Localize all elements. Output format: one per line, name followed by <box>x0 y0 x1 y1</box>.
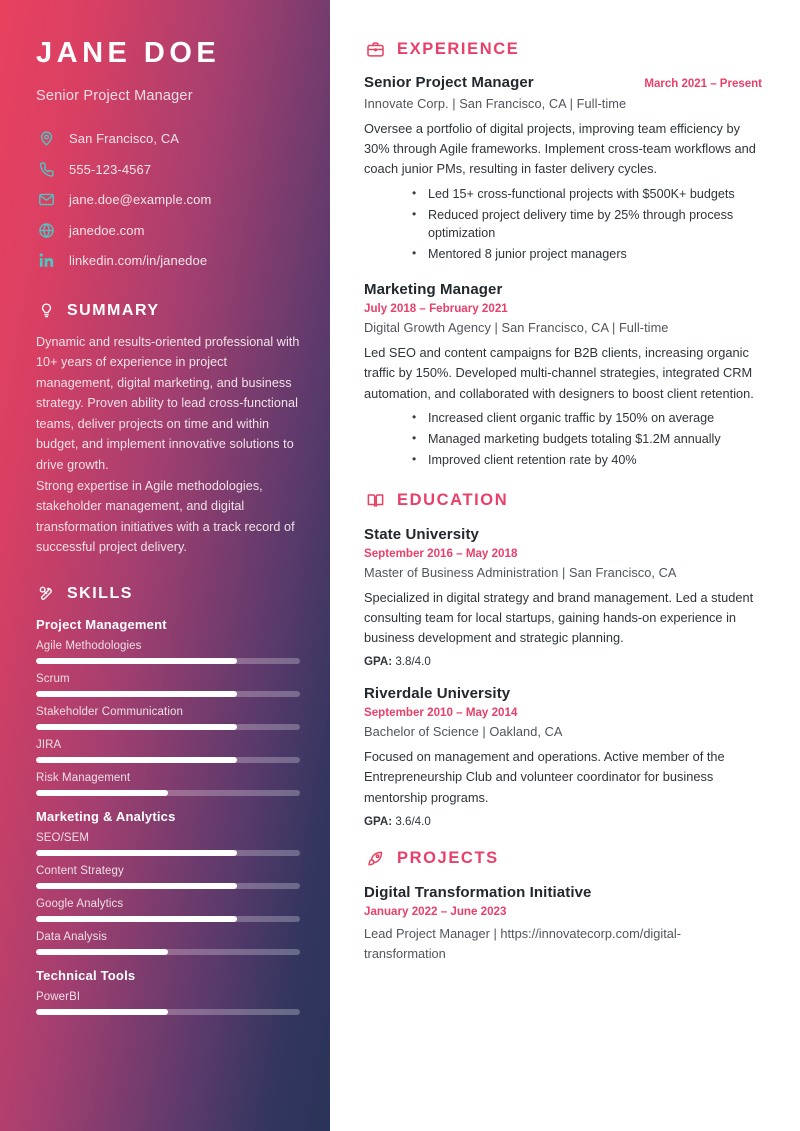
skill-label: PowerBI <box>36 990 81 1003</box>
entry-title-row <box>364 74 762 91</box>
phone-icon <box>36 159 56 179</box>
skill-group-title: Project Management <box>36 616 167 632</box>
skill-level-bar <box>36 850 300 856</box>
entry-bullet: • Improved client retention rate by 40% <box>412 451 762 470</box>
entry-meta: Digital Growth Agency | San Francisco, CA | Full-time <box>364 320 669 336</box>
skills-body <box>36 617 300 1015</box>
contact-text: linkedin.com/in/janedoe <box>69 253 208 269</box>
skill-level-bar <box>36 658 300 664</box>
location-pin-icon <box>36 129 56 149</box>
projects-section-header <box>364 848 762 870</box>
entry-meta: Master of Business Administration | San Francisco, CA <box>364 564 677 580</box>
skill-item <box>36 898 300 922</box>
gpa-value: 3.6/4.0 <box>392 814 431 828</box>
experience-section <box>364 38 762 470</box>
candidate-name: JANE DOE <box>36 37 221 69</box>
entry-bullet: • Led 15+ cross-functional projects with $500K+ budgets <box>412 185 762 204</box>
skill-level-fill <box>36 757 237 763</box>
entry-title-row <box>364 884 762 901</box>
entry-title-row <box>364 526 762 543</box>
contact-list <box>36 129 300 271</box>
summary-body <box>36 332 300 558</box>
skill-label: Scrum <box>36 672 70 685</box>
skill-level-fill <box>36 790 168 796</box>
projects-entries <box>364 884 762 964</box>
entry-bullet: • Managed marketing budgets totaling $1.2M annually <box>412 430 762 449</box>
skill-level-fill <box>36 658 237 664</box>
sidebar <box>0 0 330 1131</box>
contact-text: 555-123-4567 <box>69 161 152 177</box>
skill-level-fill <box>36 949 168 955</box>
contact-text: San Francisco, CA <box>69 131 180 147</box>
entry-description: Oversee a portfolio of digital projects, improving team efficiency by 30% through Agile frameworks. Implement cross-team workflows and coach junior PMs, resulting in faster delivery cycles. <box>364 121 756 177</box>
entry-meta: Innovate Corp. | San Francisco, CA | Full-time <box>364 96 627 111</box>
skill-level-fill <box>36 691 237 697</box>
skill-item <box>36 640 300 664</box>
skill-label: SEO/SEM <box>36 831 90 844</box>
gpa-value: 3.8/4.0 <box>392 655 431 669</box>
skill-label: Stakeholder Communication <box>36 705 183 718</box>
gpa-label: GPA: <box>364 655 393 669</box>
skill-group-title: Technical Tools <box>36 967 136 983</box>
project-entry <box>364 884 762 964</box>
skill-level-bar <box>36 949 300 955</box>
skill-level-bar <box>36 790 300 796</box>
entry-date: January 2022 – June 2023 <box>364 904 507 918</box>
projects-section <box>364 848 762 964</box>
entry-title: Marketing Manager <box>364 281 503 299</box>
education-entry <box>364 685 762 828</box>
entry-meta: Bachelor of Science | Oakland, CA <box>364 724 563 740</box>
entry-date: July 2018 – February 2021 <box>364 302 508 316</box>
skill-level-fill <box>36 724 237 730</box>
skills-section-header <box>36 584 300 604</box>
contact-row[interactable] <box>36 190 300 210</box>
entry-bullet: • Increased client organic traffic by 150% on average <box>412 409 762 428</box>
skill-level-bar <box>36 691 300 697</box>
entry-description: Specialized in digital strategy and brand management. Led a student consulting team for local startups, gaining hands-on experience in business development and strategic planning. <box>364 589 754 645</box>
entry-title-row <box>364 685 762 702</box>
projects-heading: PROJECTS <box>397 849 499 868</box>
experience-entry <box>364 74 762 264</box>
entry-bullet: • Reduced project delivery time by 25% through process optimization <box>412 206 762 244</box>
skill-level-bar <box>36 883 300 889</box>
skill-group-title: Marketing & Analytics <box>36 808 176 824</box>
education-entries <box>364 526 762 828</box>
contact-row[interactable] <box>36 220 300 240</box>
skill-label: Google Analytics <box>36 897 124 910</box>
skill-item <box>36 772 300 796</box>
skill-level-bar <box>36 757 300 763</box>
summary-paragraph: Dynamic and results-oriented professional with 10+ years of experience in project management, digital marketing, and business strategy. Proven ability to lead cross-functional teams, deliver projects on time and within budget, and implement innovative solutions to drive growth. <box>36 334 300 472</box>
contact-text: jane.doe@example.com <box>69 192 212 208</box>
education-section-header <box>364 490 762 512</box>
skill-label: Risk Management <box>36 771 131 784</box>
skill-label: Data Analysis <box>36 930 107 943</box>
experience-section-header <box>364 38 762 60</box>
skills-heading: SKILLS <box>67 584 133 602</box>
experience-heading: EXPERIENCE <box>397 39 520 58</box>
entry-title: Riverdale University <box>364 685 511 703</box>
entry-date: March 2021 – Present <box>644 78 762 90</box>
entry-description: Focused on management and operations. Active member of the Entrepreneurship Club and volunteer coordinator for business mentorship programs. <box>364 749 725 805</box>
skill-item <box>36 706 300 730</box>
education-entry <box>364 526 762 669</box>
email-icon <box>36 190 56 210</box>
entry-description: Led SEO and content campaigns for B2B clients, increasing organic traffic by 150%. Developed multi-channel strategies, integrated CRM automation, and collaborated with designers to boost client retention. <box>364 345 754 401</box>
contact-row[interactable] <box>36 129 300 149</box>
gpa-row <box>364 815 762 828</box>
skill-item <box>36 865 300 889</box>
entry-meta: Lead Project Manager | https://innovatecorp.com/digital-transformation <box>364 925 682 961</box>
skill-item <box>36 673 300 697</box>
skill-label: Content Strategy <box>36 864 124 877</box>
wrench-icon <box>36 584 56 604</box>
experience-entry <box>364 281 762 469</box>
summary-section-header <box>36 301 300 321</box>
entry-bullet-list <box>364 409 762 470</box>
book-icon <box>364 490 386 512</box>
skill-level-bar <box>36 916 300 922</box>
skill-label: Agile Methodologies <box>36 639 142 652</box>
entry-title: State University <box>364 525 479 543</box>
entry-title-row <box>364 281 762 298</box>
skill-level-bar <box>36 1009 300 1015</box>
linkedin-icon <box>36 251 56 271</box>
main-content <box>330 0 800 1131</box>
gpa-label: GPA: <box>364 814 393 828</box>
skill-item <box>36 832 300 856</box>
skill-level-fill <box>36 916 237 922</box>
briefcase-icon <box>364 38 386 60</box>
skill-label: JIRA <box>36 738 62 751</box>
contact-row[interactable] <box>36 251 300 271</box>
skill-level-bar <box>36 724 300 730</box>
skill-level-fill <box>36 850 237 856</box>
entry-title: Digital Transformation Initiative <box>364 883 592 901</box>
summary-paragraph: Strong expertise in Agile methodologies, stakeholder management, and digital transformation initiatives with a track record of successful project delivery. <box>36 478 295 555</box>
education-heading: EDUCATION <box>397 491 509 510</box>
skill-item <box>36 991 300 1015</box>
contact-text: janedoe.com <box>69 222 145 238</box>
gpa-row <box>364 655 762 668</box>
education-section <box>364 490 762 828</box>
experience-entries <box>364 74 762 470</box>
entry-bullet-list <box>364 185 762 265</box>
contact-row[interactable] <box>36 159 300 179</box>
skill-item <box>36 739 300 763</box>
entry-bullet: • Mentored 8 junior project managers <box>412 245 762 264</box>
rocket-icon <box>364 848 386 870</box>
skill-level-fill <box>36 883 237 889</box>
entry-date: September 2016 – May 2018 <box>364 546 518 560</box>
entry-date: September 2010 – May 2014 <box>364 706 518 720</box>
entry-title: Senior Project Manager <box>364 74 534 91</box>
summary-heading: SUMMARY <box>67 301 160 319</box>
skill-item <box>36 931 300 955</box>
lightbulb-icon <box>36 301 56 321</box>
skill-level-fill <box>36 1009 168 1015</box>
candidate-subtitle: Senior Project Manager <box>36 87 193 104</box>
globe-icon <box>36 220 56 240</box>
